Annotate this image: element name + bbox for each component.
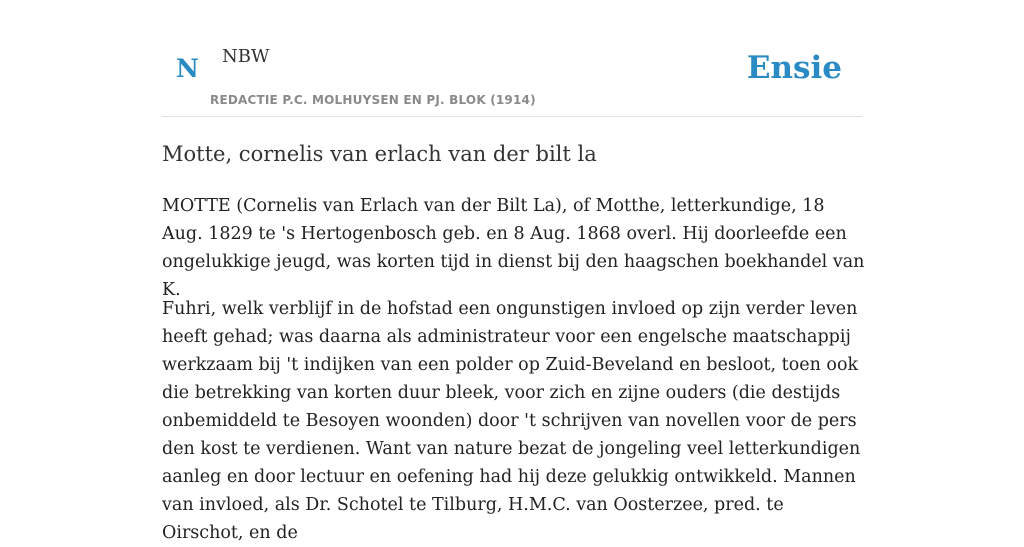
source-logo[interactable]: N: [176, 54, 199, 83]
brand-logo[interactable]: Ensie: [746, 50, 842, 86]
article-paragraph: MOTTE (Cornelis van Erlach van der Bilt La), of Motthe, letterkundige, 18 Aug. 1829 te 's Hertogenbosch geb. en 8 Aug. 1868 overl. Hij doorleefde een ongelukkige jeugd, was korten tijd in dienst bij den haagschen boekhandel van K.: [162, 196, 865, 300]
source-title[interactable]: NBW: [222, 46, 270, 67]
source-subtitle: REDACTIE P.C. MOLHUYSEN EN PJ. BLOK (1914): [210, 93, 536, 107]
header: [162, 0, 862, 117]
article-title: Motte, cornelis van erlach van der bilt la: [162, 142, 597, 166]
article-paragraph: Fuhri, welk verblijf in de hofstad een ongunstigen invloed op zijn verder leven heeft gehad; was daarna als administrateur voor een engelsche maatschappij werkzaam bij 't indijken van een polder op Zuid-Beveland en besloot, toen ook die betrekking van korten duur bleek, voor zich en zijne ouders (die destijds onbemiddeld te Besoyen woonden) door 't schrijven van novellen voor de pers den kost te verdienen. Want van nature bezat de jongeling veel letterkundigen aanleg en door lectuur en oefening had hij deze gelukkig ontwikkeld. Mannen van invloed, als Dr. Schotel te Tilburg, H.M.C. van Oosterzee, pred. te Oirschot, en de: [162, 299, 861, 543]
